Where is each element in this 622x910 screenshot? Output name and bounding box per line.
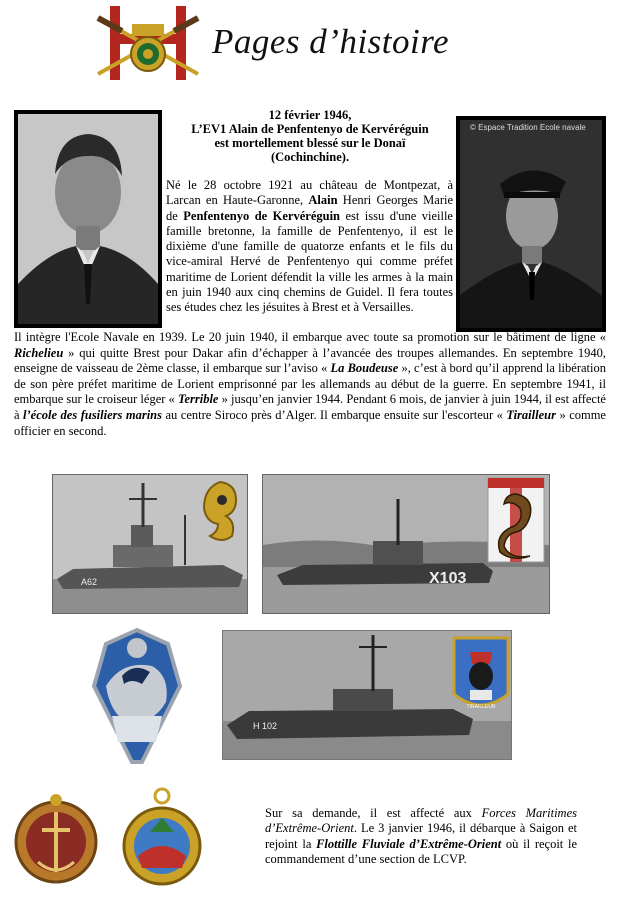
intro-surname-bold: Penfentenyo de Kervéréguin [183, 208, 340, 223]
man-portrait-icon [18, 114, 158, 324]
badge-caption: TIRAILLEUR [466, 704, 496, 710]
ship-name-terrible: Terrible [177, 392, 219, 407]
intro-text: est issu d'une vieille famille bretonne, la famille de Penfentenyo, il est le dixième d'une famille de quatorze enfants et le fils du vice-amiral Hervé de Penfentenyo qui comme préfet maritime de Lorient défendit la ville les armes à la main en juin 1940 aux cinq chemins de Guidel. Il fera toutes ses études chez les jésuites à Brest et à Versailles. [166, 208, 453, 315]
page-title: Pages d’histoire [212, 22, 450, 61]
school-name: l’école des fusiliers marins [23, 407, 162, 422]
body-text: » qui quitte Brest pour Dakar afin d’échapper à l’avancée des troupes allemandes. En septembre 1940, enseigne de vaisseau de 2ème classe, il embarque sur l’aviso « [14, 345, 606, 376]
forces-maritimes-name: Forces Maritimes d’Extrême-Orient [265, 806, 577, 836]
photo-credit: © Espace Tradition Ecole navale [470, 123, 586, 132]
ship-name-la-boudeuse: La Boudeuse [330, 361, 399, 376]
bottom-text: où il reçoit le commandement d’une section de LCVP. [265, 836, 578, 866]
seahorse-insignia-icon [192, 478, 248, 544]
flottille-name: Flottille Fluviale d’Extrême-Orient [316, 836, 502, 851]
intro-name-bold: Alain [308, 193, 338, 208]
bottom-text: . Le 3 janvier 1946, il débarque à Saigon et rejoint la [265, 821, 577, 851]
fusiliers-marins-badge-icon [82, 626, 192, 768]
cobra-insignia-icon [486, 476, 546, 566]
crossed-rifles-emblem-icon [96, 4, 201, 86]
sailor-portrait-icon [460, 120, 602, 328]
hull-number: X103 [429, 570, 467, 587]
hull-number: H 102 [253, 721, 278, 731]
forces-maritimes-extreme-orient-badge-icon [12, 790, 100, 890]
bottom-text: Sur sa demande, il est affecté aux [265, 806, 482, 820]
final-paragraph [265, 806, 577, 867]
career-paragraph [14, 330, 606, 439]
headline-date: 12 février 1946, [268, 108, 352, 122]
body-text: Il intègre l'Ecole Navale en 1939. Le 20 juin 1940, il embarque avec toute sa promotion sur le bâtiment de ligne « [14, 330, 606, 344]
body-text: » comme officier en second. [14, 407, 606, 438]
intro-paragraph [166, 178, 453, 316]
flottille-fluviale-badge-icon [120, 786, 204, 894]
hull-number: A62 [81, 577, 98, 587]
headline-name: L’EV1 Alain de Penfentenyo de Kervéréguin [191, 122, 429, 136]
portrait-photo-right [456, 116, 606, 332]
intro-text: Né le 28 octobre 1921 au château de Montpezat, à Larcan en Haute-Garonne, [166, 178, 453, 208]
body-text: » jusqu’en janvier 1944. Pendant 6 mois, de janvier à juin 1944, il est affecté à [14, 392, 606, 422]
body-text: », c’est à bord qu’il apprend la libération de son père préfet maritime de Lorient emprisonné par les allemands au début de la guerre. En septembre 1941, il embarque sur le croiseur léger « [14, 361, 606, 407]
ship-name-tirailleur: Tirailleur [506, 407, 556, 422]
ship-name-richelieu: Richelieu [14, 345, 64, 360]
article-headline [166, 108, 454, 164]
headline-event: est mortellement blessé sur le Donaï [214, 136, 406, 150]
body-text: au centre Siroco près d’Alger. Il embarque ensuite sur l'escorteur « [162, 407, 507, 422]
intro-text: Henri Georges Marie de [166, 193, 453, 223]
tirailleur-insignia-icon [450, 634, 512, 716]
headline-place: (Cochinchine). [270, 150, 350, 164]
portrait-photo-left [14, 110, 162, 328]
